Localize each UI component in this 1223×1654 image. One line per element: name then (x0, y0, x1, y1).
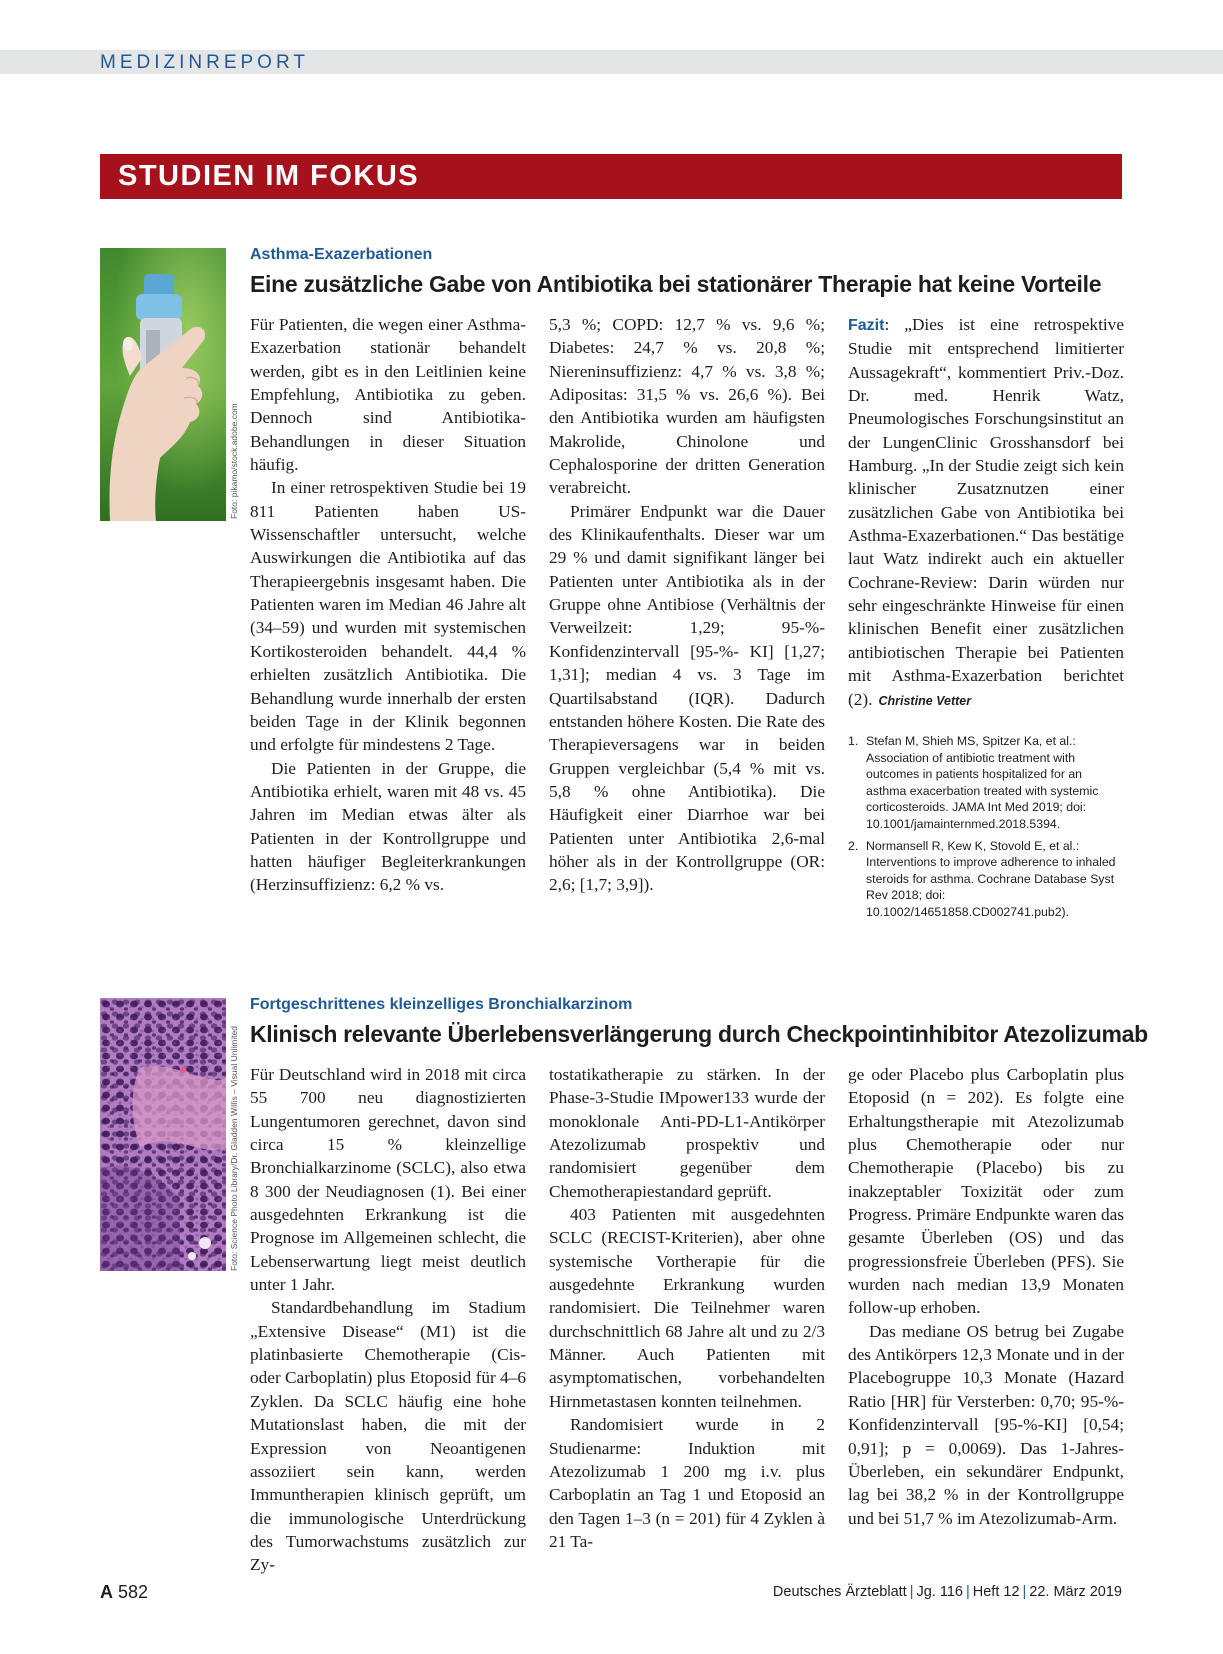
paragraph: Primärer Endpunkt war die Dauer des Klinikaufenthalts. Dieser war um 29 % und damit signifikant länger bei Patienten unter Antibiotika als in der Gruppe ohne Antibiose (Verhältnis der Verweilzeit: 1,29; 95-%-Konfidenzintervall [95-%- KI] [1,27; 1,31]; median 4 vs. 3 Tage im Quartilsabstand (IQR). Dadurch entstanden höhere Kosten. Die Rate des Therapieversagens war in beiden Gruppen vergleichbar (5,4 % mit vs. 5,8 % ohne Antibiotika). Die Häufigkeit einer Diarrhoe war bei Patienten unter Antibiotika 2,6-mal höher als in der Kontrollgruppe (OR: 2,6; [1,7; 3,9]). (549, 501, 825, 895)
journal-name: Deutsches Ärzteblatt (772, 1584, 907, 1600)
paragraph: Für Patienten, die wegen einer Asthma-Exazerbation stationär behandelt werden, gibt es in den Leitlinien keine Empfehlung, Antibiotika zu geben. Dennoch sind Antibiotika-Behandlungen in dieser Situation häufig. (250, 315, 526, 475)
reference-text: Stefan M, Shieh MS, Spitzer Ka, et al.: Association of antibiotic treatment with outcomes in patients hospitalized for an asthma exacerbation treated with systemic corticosteroids. JAMA Int Med 2019; doi: 10.1001/jamainternmed.2018.5394. (866, 734, 1099, 831)
paragraph: tostatikatherapie zu stärken. In der Phase-3-Studie IMpower133 wurde der monoklonale Anti-PD-L1-Antikörper Atezolizumab prospektiv und randomisiert gegenüber dem Chemotherapiestandard geprüft. (549, 1065, 825, 1201)
reference-item (848, 733, 1124, 833)
author-name: Christine Vetter (878, 693, 972, 708)
photo-credit: Foto: Science Photo Library/Dr. Gladden Willis – Visual Unlimited (229, 1025, 239, 1271)
paragraph: Für Deutschland wird in 2018 mit circa 55 700 neu diagnostizierten Lungentumoren gerechnet, davon sind circa 15 % kleinzellige Bronchialkarzinome (SCLC), also etwa 8 300 der Neudiagnosen (1). Bei einer ausgedehnten Erkrankung ist die Prognose im Allgemeinen schlecht, die Lebenserwartung liegt meist deutlich unter 1 Jahr. (250, 1065, 526, 1295)
fazit-paragraph (848, 313, 1124, 713)
reference-item (848, 838, 1124, 921)
reference-text: Normansell R, Kew K, Stovold E, et al.: Interventions to improve adherence to inhaled steroids for asthma. Cochrane Database Syst Rev 2018; doi: 10.1002/14651858.CD002741.pub2). (866, 838, 1116, 919)
fazit-text: : „Dies ist eine retrospektive Studie mit entsprechend limitierter Aussagekraft“, kommentiert Priv.-Doz. Dr. med. Henrik Watz, Pneumologisches Forschungsinstitut an der LungenClinic Grosshansdorf bei Hamburg. „In der Studie zeigt sich kein klinischer Zusatznutzen einer zusätzlichen Gabe von Antibiotika bei Asthma-Exazerbationen.“ Das bestätige laut Watz indirekt auch ein aktueller Cochrane-Review: Darin würden nur sehr eingeschränkte Hinweise für einen klinischen Benefit einer zusätzlichen antibiotischen Therapie bei Patienten mit Asthma-Exazerbation berichtet (2). (848, 315, 1124, 709)
article-rubric: Asthma-Exazerbationen (250, 246, 433, 263)
paragraph: Die Patienten in der Gruppe, die Antibiotika erhielt, waren mit 48 vs. 45 Jahren im Median etwas älter als Patienten in der Kontrollgruppe und hatten häufiger Begleiterkrankungen (Herzinsuffizienz: 6,2 % vs. (250, 758, 526, 895)
asthma-inhaler-photo (100, 248, 226, 521)
page-prefix: A (100, 1582, 113, 1602)
article-headline: Eine zusätzliche Gabe von Antibiotika bei stationärer Therapie hat keine Vorteile (250, 271, 1102, 297)
article-column-2 (549, 313, 825, 897)
article-headline: Klinisch relevante Überlebensverlängerung durch Checkpointinhibitor Atezolizumab (250, 1021, 1148, 1047)
tumor-histology-photo (100, 998, 226, 1271)
page-number (100, 1582, 148, 1603)
paragraph: In einer retrospektiven Studie bei 19 811 Patienten haben US-Wissenschaftler untersucht, welche Auswirkungen die Antibiotika auf das Therapieergebnis insgesamt haben. Die Patienten waren im Median 46 Jahre alt (34–59) und wurden mit systemischen Kortikosteroiden behandelt. 44,4 % erhielten zusätzlich Antibiotika. Die Behandlung wurde innerhalb der ersten beiden Tage in der Klinik begonnen und erfolgte für mindestens 2 Tage. (250, 478, 526, 755)
separator: | (909, 1584, 914, 1600)
section-banner (100, 154, 1122, 199)
journal-issue: Heft 12 (972, 1584, 1020, 1600)
footer-citation (773, 1584, 1122, 1600)
paragraph: ge oder Placebo plus Carboplatin plus Etoposid (n = 202). Es folgte eine Erhaltungstherapie mit Atezolizumab plus Chemotherapie oder nur Chemotherapie (Placebo) bis zu inakzeptabler Toxizität oder zum Progress. Primäre Endpunkte waren das gesamte Überleben (OS) und das progressionsfreie Überleben (PFS). Sie wurden nach median 13,9 Monaten follow-up erhoben. (848, 1065, 1124, 1318)
photo-credit: Foto: pikamo/stock.adobe.com (229, 403, 239, 519)
paragraph: Standardbehandlung im Stadium „Extensive Disease“ (M1) ist die platinbasierte Chemotherapie (Cis- oder Carboplatin) plus Etoposid für 4–6 Zyklen. Da SCLC häufig eine hohe Mutationslast haben, die mit der Expression von Neoantigenen assoziiert sein kann, werden Immuntherapien klinisch geprüft, um die immunologische Unterdrückung des Tumorwachstums zusätzlich zur Zy- (250, 1298, 526, 1575)
issue-date: 22. März 2019 (1029, 1584, 1122, 1600)
article-column-3 (848, 1063, 1124, 1530)
paragraph: 5,3 %; COPD: 12,7 % vs. 9,6 %; Diabetes: 24,7 % vs. 20,8 %; Niereninsuffizienz: 4,7 % vs. 3,8 %; Adipositas: 31,5 % vs. 26,6 %). Bei den Antibiotika wurden am häufigsten Makrolide, Chinolone und Cephalosporine der dritten Generation verabreicht. (549, 315, 825, 498)
paragraph: 403 Patienten mit ausgedehnten SCLC (RECIST-Kriterien), aber ohne systemische Vortherapie für die ausgedehnte Erkrankung wurden randomisiert. Die Teilnehmer waren durchschnittlich 68 Jahre alt und zu 2/3 Männer. Auch Patienten mit asymptomatischen, vorbehandelten Hirnmetastasen konnten teilnehmen. (549, 1205, 825, 1411)
paragraph: Randomisiert wurde in 2 Studienarme: Induktion mit Atezolizumab 1 200 mg i.v. plus Carboplatin an Tag 1 und Etoposid an den Tagen 1–3 (n = 201) für 4 Zyklen à 21 Ta- (549, 1415, 825, 1551)
article-column-1 (250, 313, 526, 897)
article-rubric: Fortgeschrittenes kleinzelliges Bronchialkarzinom (250, 996, 633, 1013)
paragraph: Das mediane OS betrug bei Zugabe des Antikörpers 12,3 Monate und in der Placebogruppe 10,3 Monate (Hazard Ratio [HR] für Versterben: 0,70; 95-%-Konfidenzintervall [95-%-KI] [0,54; 0,91]; p = 0,0069). Das 1-Jahres-Überleben, ein sekundärer Endpunkt, lag bei 38,2 % in der Kontrollgruppe und bei 51,7 % im Atezolizumab-Arm. (848, 1321, 1124, 1528)
section-label: MEDIZINREPORT (100, 52, 309, 73)
reference-list (848, 733, 1124, 926)
reference-number: 2. (848, 838, 859, 853)
article-column-3 (848, 313, 1124, 713)
separator: | (965, 1584, 970, 1600)
article-column-1 (250, 1063, 526, 1577)
article-column-2 (549, 1063, 825, 1553)
separator: | (1022, 1584, 1027, 1600)
banner-title: STUDIEN IM FOKUS (118, 160, 420, 192)
fazit-label: Fazit (848, 317, 885, 334)
reference-number: 1. (848, 734, 859, 748)
page-number-value: 582 (118, 1582, 149, 1602)
journal-volume: Jg. 116 (916, 1584, 963, 1600)
